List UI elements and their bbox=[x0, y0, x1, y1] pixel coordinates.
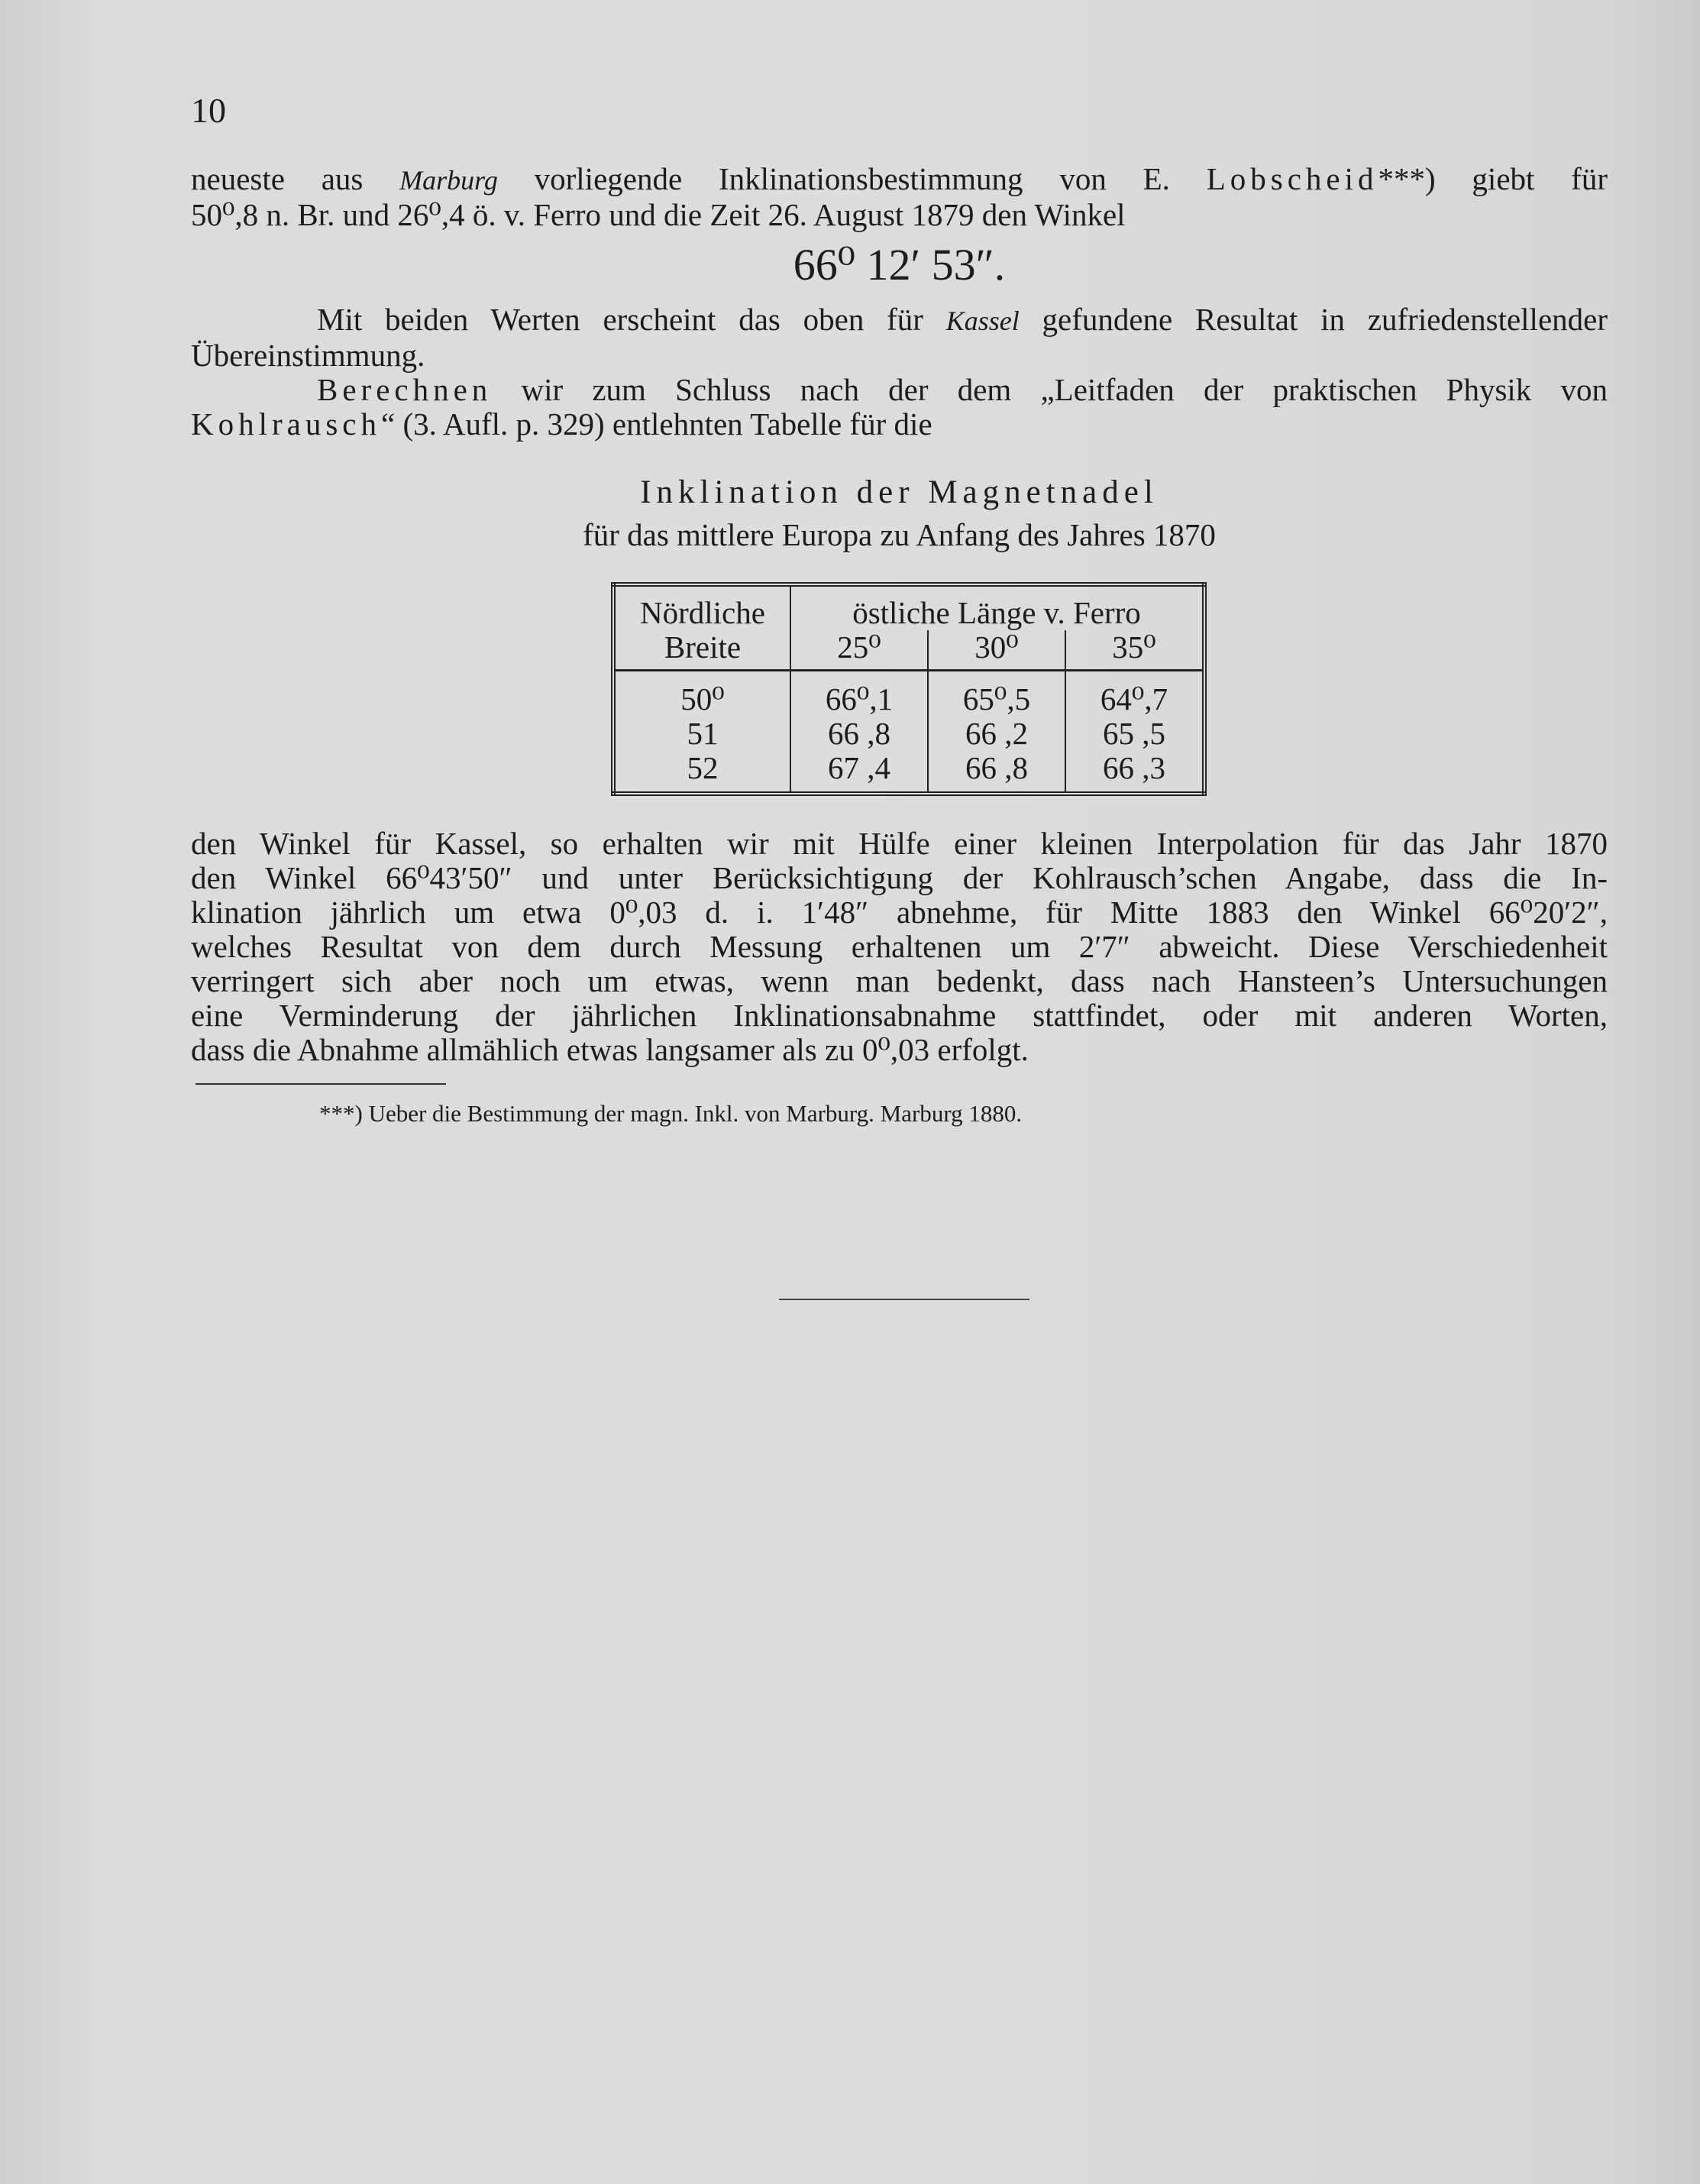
inclination-table bbox=[611, 582, 1207, 796]
text-run: gefundene Resultat in zufriedenstellender bbox=[1019, 302, 1608, 337]
paragraph-1-line-1 bbox=[191, 162, 1608, 198]
table-header-longitude: östliche Länge v. Ferro bbox=[790, 584, 1204, 630]
cell-latitude: 50⁰ bbox=[680, 681, 725, 717]
text-run: wir zum Schluss nach der dem „Leitfaden der praktischen Physik von bbox=[492, 372, 1608, 407]
cell-value: 64⁰,7 bbox=[1065, 671, 1204, 717]
text-run: “ (3. Aufl. p. 329) entlehnten Tabelle für die bbox=[381, 406, 932, 442]
header-text: Nördliche bbox=[640, 595, 765, 630]
cell-value: 66⁰,1 bbox=[790, 671, 928, 717]
paragraph-1-line-2: 50⁰,8 n. Br. und 26⁰,4 ö. v. Ferro und die Zeit 26. August 1879 den Winkel bbox=[191, 197, 1126, 232]
col-header-35: 35⁰ bbox=[1065, 630, 1204, 671]
table-row bbox=[613, 671, 1204, 717]
author-lobscheid: Lobscheid bbox=[1206, 161, 1378, 196]
paragraph-4-line: welches Resultat von dem durch Messung erhaltenen um 2′7″ abweicht. Diese Verschiedenheit bbox=[191, 929, 1608, 964]
place-kassel: Kassel bbox=[945, 306, 1020, 336]
text-run: ***) giebt für bbox=[1378, 161, 1608, 196]
cell-value: 66 ,2 bbox=[928, 717, 1065, 751]
cell-value: 66 ,3 bbox=[1065, 751, 1204, 794]
paragraph-3 bbox=[191, 373, 1608, 442]
paragraph-4-line: klination jährlich um etwa 0⁰,03 d. i. 1′48″ abnehme, für Mitte 1883 den Winkel 66⁰20′2″, bbox=[191, 895, 1608, 930]
text-spaced: Berechnen bbox=[317, 372, 493, 407]
col-header-30: 30⁰ bbox=[928, 630, 1065, 671]
paragraph-3-line-1 bbox=[191, 373, 1608, 407]
cell-latitude: 51 bbox=[687, 716, 719, 751]
author-kohlrausch: Kohlrausch bbox=[191, 406, 382, 442]
text-run: vorliegende Inklinationsbestimmung von E. bbox=[497, 161, 1207, 196]
cell-value: 66 ,8 bbox=[928, 751, 1065, 794]
table-header-latitude bbox=[613, 584, 790, 671]
table-title: Inklination der Magnetnadel bbox=[640, 474, 1159, 510]
footnote: ***) Ueber die Bestimmung der magn. Inkl. von Marburg. Marburg 1880. bbox=[319, 1100, 1023, 1127]
end-divider bbox=[779, 1299, 1029, 1300]
table-row bbox=[613, 751, 1204, 794]
footnote-divider bbox=[196, 1083, 446, 1085]
page-number: 10 bbox=[191, 91, 226, 130]
col-header-25: 25⁰ bbox=[790, 630, 928, 671]
paragraph-4 bbox=[191, 827, 1608, 1067]
paragraph-4-line: verringert sich aber noch um etwas, wenn man bedenkt, dass nach Hansteen’s Untersuchungen bbox=[191, 963, 1608, 998]
text-run: Mit beiden Werten erscheint das oben für bbox=[317, 302, 946, 337]
paragraph-4-line: den Winkel für Kassel, so erhalten wir mit Hülfe einer kleinen Interpolation für das Jahr 1870 bbox=[191, 826, 1608, 861]
text-run: neueste aus bbox=[191, 161, 400, 196]
header-text: Breite bbox=[664, 629, 742, 665]
angle-formula: 66⁰ 12′ 53″. bbox=[793, 240, 1006, 290]
paragraph-4-line: dass die Abnahme allmählich etwas langsamer als zu 0⁰,03 erfolgt. bbox=[191, 1032, 1029, 1067]
paragraph-4-line: eine Verminderung der jährlichen Inklinationsabnahme stattfindet, oder mit anderen Worten, bbox=[191, 998, 1608, 1033]
paragraph-2-line-2: Übereinstimmung. bbox=[191, 338, 425, 373]
table-row bbox=[613, 717, 1204, 751]
paragraph-1 bbox=[191, 162, 1608, 232]
paragraph-2-line-1 bbox=[191, 303, 1608, 338]
table-subtitle: für das mittlere Europa zu Anfang des Jahres 1870 bbox=[583, 517, 1216, 552]
place-marburg: Marburg bbox=[399, 165, 498, 196]
paragraph-3-line-2 bbox=[191, 407, 1608, 442]
cell-value: 67 ,4 bbox=[790, 751, 928, 794]
paragraph-4-line: den Winkel 66⁰43′50″ und unter Berücksichtigung der Kohlrausch’schen Angabe, dass die In- bbox=[191, 860, 1608, 895]
cell-latitude: 52 bbox=[687, 750, 719, 785]
cell-value: 66 ,8 bbox=[790, 717, 928, 751]
cell-value: 65 ,5 bbox=[1065, 717, 1204, 751]
paragraph-2 bbox=[191, 303, 1608, 373]
cell-value: 65⁰,5 bbox=[928, 671, 1065, 717]
